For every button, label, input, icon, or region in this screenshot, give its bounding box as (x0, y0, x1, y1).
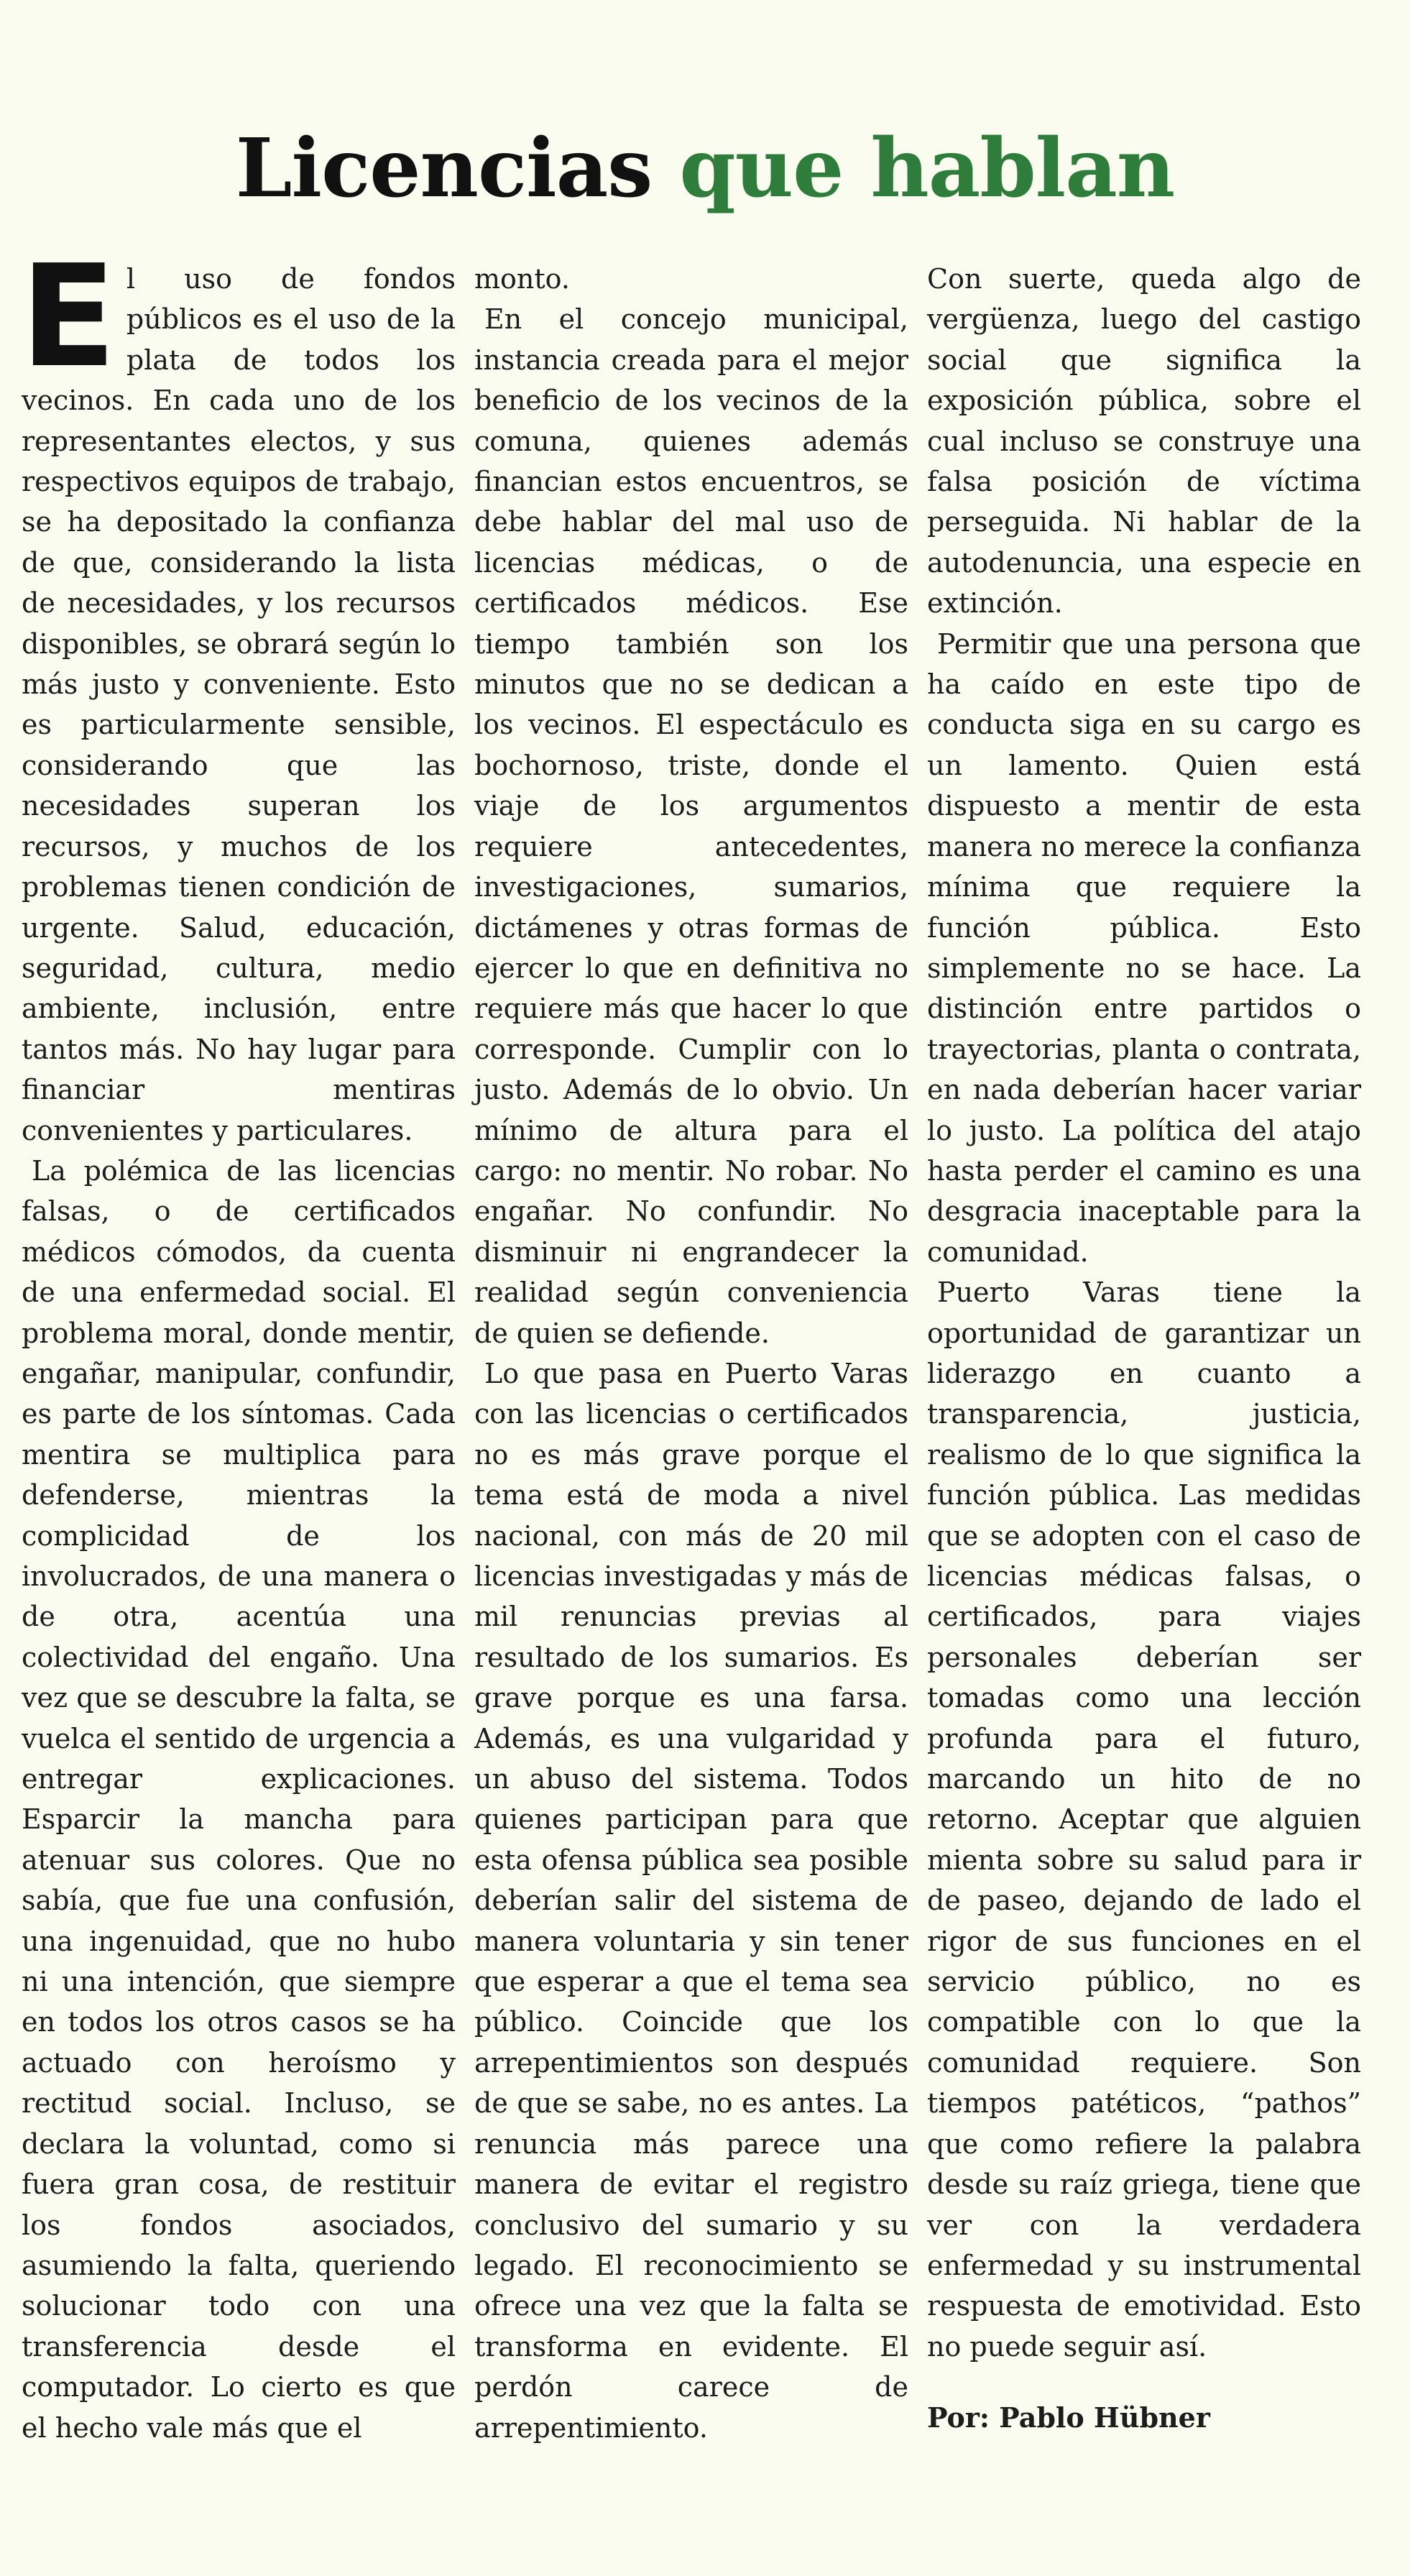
paragraph-4: Lo que pasa en Puerto Varas con las licencias o certificados no es más grave porque el tema está de moda a nivel nacional, con más de 20 mil licencias investigadas y más de mil renuncias previas al resultado de los sumarios. Es grave porque es una farsa. Además, es una vulgaridad y un abuso del sistema. Todos quienes participan para que esta ofensa pública sea posible deberían salir del sistema de manera voluntaria y sin tener que esperar a que el tema sea público. Coincide que los arrepentimientos son después de que se sabe, no es antes. La renuncia más parece una manera de evitar el registro conclusivo del sumario y su legado. El reconocimiento se ofrece una vez que la falta se transforma en evidente. El perdón carece de arrepentimiento. (474, 1357, 908, 2444)
paragraph-1 (20, 235, 456, 1151)
paragraph-2-continued: monto. (474, 263, 570, 295)
article-column-3 (927, 259, 1361, 2367)
article-column-1 (20, 235, 456, 2448)
paragraph-6: Puerto Varas tiene la oportunidad de garantizar un liderazgo en cuanto a transparencia, justicia, realismo de lo que significa la función pública. Las medidas que se adopten con el caso de licencias médicas falsas, o certificados, para viajes personales deberían ser tomadas como una lección profunda para el futuro, marcando un hito de no retorno. Aceptar que alguien mienta sobre su salud para ir de paseo, dejando de lado el rigor de sus funciones en el servicio público, no es compatible con lo que la comunidad requiere. Son tiempos patéticos, “pathos” que como refiere la palabra desde su raíz griega, tiene que ver con la verdadera enfermedad y su instrumental respuesta de emotividad. Esto no puede seguir así. (927, 1276, 1361, 2363)
article-column-2 (474, 259, 908, 2448)
headline-part-2: que hablan (679, 121, 1175, 216)
paragraph-2: La polémica de las licencias falsas, o de certificados médicos cómodos, da cuenta de una enfermedad social. El problema moral, donde mentir, engañar, manipular, confundir, es parte de los síntomas. Cada mentira se multiplica para defenderse, mientras la complicidad de los involucrados, de una manera o de otra, acentúa una colectividad del engaño. Una vez que se descubre la falta, se vuelca el sentido de urgencia a entregar explicaciones. Esparcir la mancha para atenuar sus colores. Que no sabía, que fue una confusión, una ingenuidad, que no hubo ni una intención, que siempre en todos los otros casos se ha actuado con heroísmo y rectitud social. Incluso, se declara la voluntad, como si fuera gran cosa, de restituir los fondos asociados, asumiendo la falta, queriendo solucionar todo con una transferencia desde el computador. Lo cierto es que el hecho vale más que el (22, 1154, 456, 2444)
paragraph-4-continued: Con suerte, queda algo de vergüenza, luego del castigo social que significa la exposición pública, sobre el cual incluso se construye una falsa posición de víctima perseguida. Ni hablar de la autodenuncia, una especie en extinción. (927, 263, 1361, 620)
drop-cap: E (20, 235, 116, 399)
author-byline: Por: Pablo Hübner (927, 2401, 1210, 2434)
paragraph-1-text: l uso de fondos públicos es el uso de la plata de todos los vecinos. En cada uno de los representantes electos, y sus respectivos equipos de trabajo, se ha depositado la confianza de que, considerando la lista de necesidades, y los recursos disponibles, se obrará según lo más justo y conveniente. Esto es particularmente sensible, considerando que las necesidades superan los recursos, y muchos de los problemas tienen condición de urgente. Salud, educación, seguridad, cultura, medio ambiente, inclusión, entre tantos más. No hay lugar para financiar mentiras convenientes y particulares. (22, 263, 456, 1146)
headline (0, 122, 1410, 216)
paragraph-5: Permitir que una persona que ha caído en este tipo de conducta siga en su cargo es un lamento. Quien está dispuesto a mentir de esta manera no merece la confianza mínima que requiere la función pública. Esto simplemente no se hace. La distinción entre partidos o trayectorias, planta o contrata, en nada deberían hacer variar lo justo. La política del atajo hasta perder el camino es una desgracia inaceptable para la comunidad. (927, 627, 1361, 1268)
headline-part-1: Licencias (235, 121, 653, 216)
paragraph-3: En el concejo municipal, instancia creada para el mejor beneficio de los vecinos de la comuna, quienes además financian estos encuentros, se debe hablar del mal uso de licencias médicas, o de certificados médicos. Ese tiempo también son los minutos que no se dedican a los vecinos. El espectáculo es bochornoso, triste, donde el viaje de los argumentos requiere antecedentes, investigaciones, sumarios, dictámenes y otras formas de ejercer lo que en definitiva no requiere más que hacer lo que corresponde. Cumplir con lo justo. Además de lo obvio. Un mínimo de altura para el cargo: no mentir. No robar. No engañar. No confundir. No disminuir ni engrandecer la realidad según conveniencia de quien se defiende. (474, 303, 908, 1349)
